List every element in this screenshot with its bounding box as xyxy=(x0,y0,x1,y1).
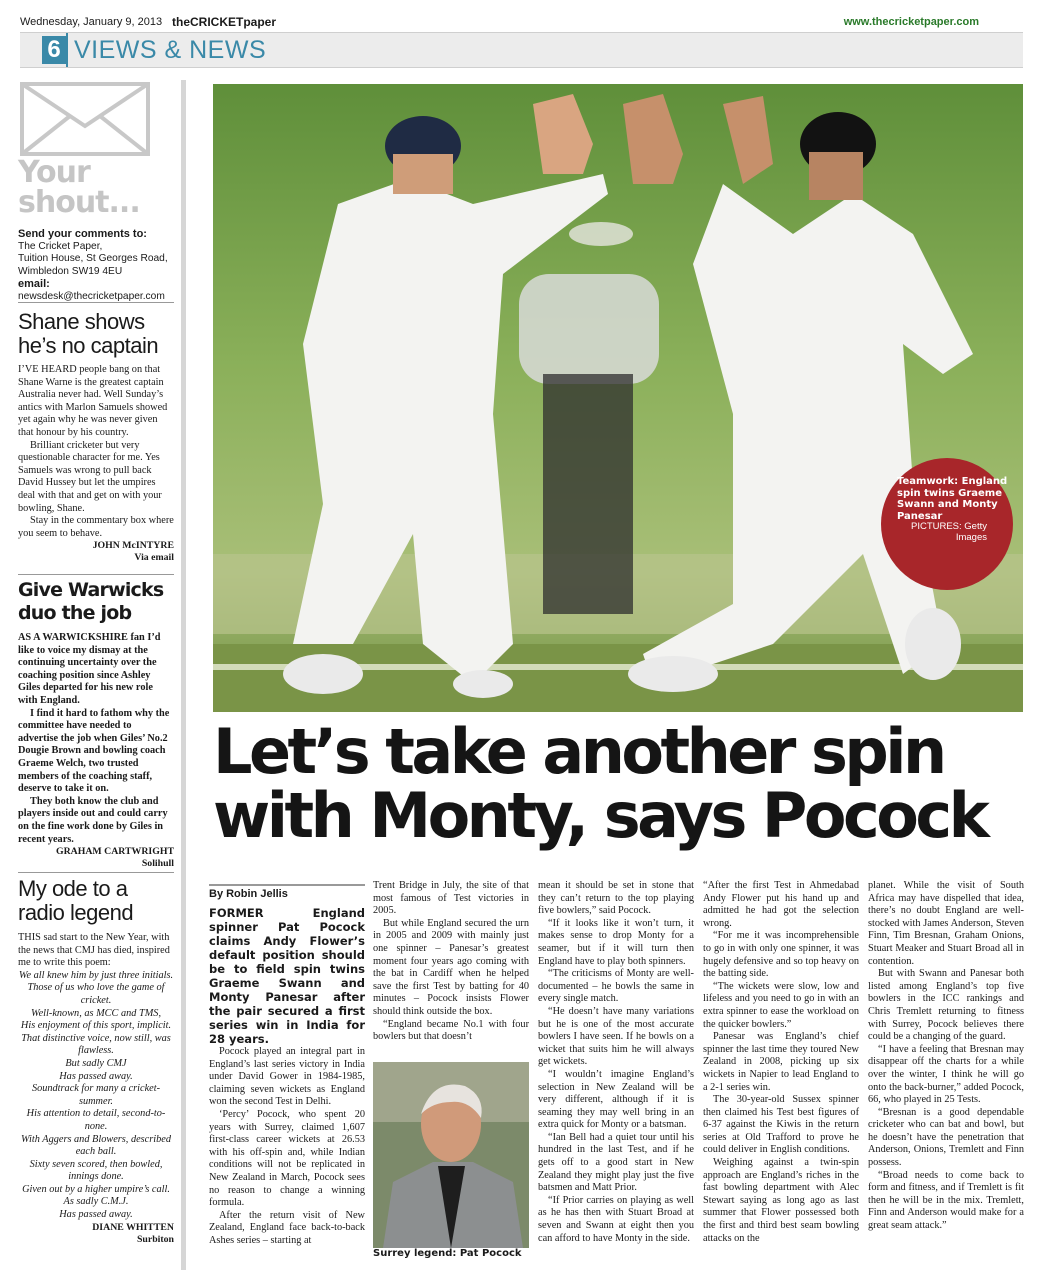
poem-line: Sixty seven scored, then bowled, innings done. xyxy=(29,1158,163,1183)
article-paragraph: But while England secured the urn in 2005 and 2009 with mainly just one spinner – Panesar’s greatest moment four years ago coming with the bat in Cardiff when he helped save the first Test by batting for 40 minutes – Pocock insists Flower should think outside the box. xyxy=(373,917,529,1017)
article-column-5 xyxy=(868,880,1024,1233)
letter-3-body xyxy=(18,932,174,1246)
article-paragraph: Trent Bridge in July, the site of that most famous of Test victories in 2005. xyxy=(373,880,529,917)
article-paragraph: planet. While the visit of South Africa may have dispelled that idea, there’s no doubt England are well-stocked with James Anderson, Steven Finn, Tim Bresnan, Graham Onions, Stuart Meaker and Stuart Broad all in contention. xyxy=(868,880,1024,967)
letter-2-headline xyxy=(18,579,163,625)
poem-line: Well-known, as MCC and TMS, xyxy=(30,1007,162,1019)
letter-headline-line: he’s no captain xyxy=(18,333,159,358)
masthead xyxy=(20,14,1023,32)
letter-3-headline xyxy=(18,877,133,925)
article-column-1 xyxy=(209,906,365,1248)
letter-paragraph: I find it hard to fathom why the committee have needed to advertise the job when Giles’ No.2 Dougie Brown and bowling coach Graeme Welch, two trusted members of the coaching staff, deserve to take it on. xyxy=(18,707,170,795)
main-photo xyxy=(213,84,1023,712)
letter-headline-line: duo the job xyxy=(18,602,132,624)
sidebar-rule xyxy=(181,80,186,1270)
poem-line: His enjoyment of this sport, implicit. xyxy=(20,1020,172,1032)
article-paragraph: “England became No.1 with four bowlers but that doesn’t xyxy=(373,1018,529,1043)
sidebar-divider xyxy=(18,302,174,303)
poem xyxy=(18,970,174,1222)
letter-1-body xyxy=(18,364,174,564)
article-paragraph: “If Prior carries on playing as well as he has then with Stuart Broad at seven and Swann at eight then you can afford to have Monty in the side. xyxy=(538,1194,694,1244)
article-paragraph: mean it should be set in stone that they can’t return to the top playing five bowlers,” said Pocock. xyxy=(538,880,694,917)
article-paragraph: Panesar was England’s chief spinner the last time they toured New Zealand in 2008, picking up six wickets in Napier to lead England to a 2-1 series win. xyxy=(703,1031,859,1093)
letter-headline-line: My ode to a xyxy=(18,876,128,901)
letter-headline-line: radio legend xyxy=(18,900,134,925)
letter-paragraph: THIS sad start to the New Year, with the news that CMJ has died, inspired me to write this poem: xyxy=(18,932,170,969)
article-paragraph: The 30-year-old Sussex spinner then claimed his Test best figures of 6-37 against the Kiwis in the return series at Old Trafford to prove he could deliver in English conditions. xyxy=(703,1094,859,1156)
letter-headline-line: Shane shows xyxy=(18,309,145,334)
send-label: Send your comments to: xyxy=(18,228,147,240)
article-paragraph: “I wouldn’t imagine England’s selection in New Zealand will be very different, although if it is seaming they may well bring in an extra quick for Monty or a batsman. xyxy=(538,1068,694,1131)
sidebar-divider xyxy=(18,872,174,873)
article-paragraph: “The criticisms of Monty are well-documented – he bowls the same in every single match. xyxy=(538,968,694,1005)
pocock-caption: Surrey legend: Pat Pocock xyxy=(373,1248,522,1259)
letter-paragraph: They both know the club and players inside out and could carry on the fine work done by Giles in recent years. xyxy=(18,795,168,845)
email-label: email: xyxy=(18,277,50,290)
article-paragraph: ‘Percy’ Pocock, who spent 20 years with Surrey, claimed 1,607 first-class career wickets at 26.53 with his off-spin and, while Indian conditions will not be replicated in New Zealand in March, Pocock sees no reason to change a winning formula. xyxy=(209,1108,365,1209)
article-paragraph: “He doesn’t have many variations but he is one of the most accurate bowlers I have seen. If he bowls on a wicket that suits him he will always get wickets. xyxy=(538,1005,694,1068)
article-column-3 xyxy=(538,880,694,1245)
letter-signature: GRAHAM CARTWRIGHT xyxy=(55,846,174,858)
contact-details xyxy=(18,228,174,303)
letter-location: Solihull xyxy=(141,858,174,870)
poem-line: That distinctive voice, now still, was flawless. xyxy=(21,1032,171,1057)
photo-caption-badge xyxy=(881,458,1013,590)
paper-name: theCRICKETpaper xyxy=(172,15,277,29)
poem-line: Those of us who love the game of cricket. xyxy=(27,982,165,1006)
article-column-2 xyxy=(373,880,529,1044)
article-paragraph: “Bresnan is a good dependable cricketer who can bat and bowl, but he doesn’t have the penetration that Anderson, Onions, Tremlett and Finn possess. xyxy=(868,1106,1024,1169)
article-paragraph: After the return visit of New Zealand, England face back-to-back Ashes series – starting at xyxy=(209,1209,365,1246)
letter-paragraph: AS A WARWICKSHIRE fan I’d like to voice my dismay at the continuing uncertainty over the coaching position since Ashley Giles departed for his new role with England. xyxy=(18,632,161,706)
poem-line: We all knew him by just three initials. xyxy=(18,969,174,981)
letter-signature: DIANE WHITTEN xyxy=(92,1221,174,1233)
article-column-4 xyxy=(703,880,859,1245)
article-paragraph: “Ian Bell had a quiet tour until his hundred in the last Test, and if he gets off to a good start in New Zealand they might play just the five batsmen and Matt Prior. xyxy=(538,1131,694,1194)
poem-line: With Aggers and Blowers, described each ball. xyxy=(21,1133,171,1158)
article-headline xyxy=(213,715,1028,852)
letter-paragraph: Brilliant cricketer but very questionable character for me. Yes Samuels was wrong to pull back David Hussey but let the umpires deal with that and get on with your bowling, Shane. xyxy=(18,439,162,514)
issue-date: Wednesday, January 9, 2013 xyxy=(20,16,163,28)
poem-line: His attention to detail, second-to-none. xyxy=(26,1108,166,1132)
section-title: VIEWS & NEWS xyxy=(74,36,267,64)
letter-location: Surbiton xyxy=(136,1233,174,1245)
letter-signature: JOHN McINTYRE xyxy=(92,540,174,552)
photo-credit: PICTURES: Getty Images xyxy=(910,521,987,543)
address-line: Wimbledon SW19 4EU xyxy=(18,265,123,277)
poem-line: As sadly C.M.J. xyxy=(63,1196,129,1208)
section-bar xyxy=(20,32,1023,68)
headline-line-1: Let’s take another spin xyxy=(213,715,944,788)
article-paragraph: “I have a feeling that Bresnan may disappear off the charts for a while over the winter, I think he will go onto the back-burner,” added Pocock, 66, who played in 25 Tests. xyxy=(868,1043,1024,1106)
article-paragraph: But with Swann and Panesar both listed among England’s top five bowlers in the ICC rankings and Chris Tremlett returning to fitness with Surrey, Pocock believes there could be a changing of the guard. xyxy=(868,968,1024,1043)
paper-url[interactable]: www.thecricketpaper.com xyxy=(843,16,979,28)
article-paragraph: “For me it was incomprehensible to go in with only one spinner, it was hugely defensive and so top heavy on the batting side. xyxy=(703,930,859,980)
your-shout-title xyxy=(18,155,140,220)
email-link[interactable]: newsdesk@thecricketpaper.com xyxy=(18,291,165,303)
your-shout-line-1: Your xyxy=(18,155,90,190)
section-divider xyxy=(66,33,68,67)
envelope-icon xyxy=(20,82,150,156)
byline: By Robin Jellis xyxy=(209,884,365,900)
letter-headline-line: Give Warwicks xyxy=(18,579,164,601)
poem-line: Soundtrack for many a cricket-summer. xyxy=(31,1083,161,1107)
article-paragraph: Pocock played an integral part in England’s last series victory in India under David Gower in 1984-1985, claiming seven wickets as England won the second Test in Delhi. xyxy=(209,1046,365,1108)
letter-2-body xyxy=(18,632,174,870)
poem-line: Has passed away. xyxy=(59,1070,133,1082)
poem-line: Has passed away. xyxy=(59,1209,133,1221)
address-line: The Cricket Paper, xyxy=(18,241,103,253)
article-paragraph: “After the first Test in Ahmedabad Andy Flower put his hand up and admitted he had got the selection wrong. xyxy=(703,880,859,929)
headline-line-2: with Monty, says Pocock xyxy=(213,779,987,852)
pocock-photo xyxy=(373,1062,529,1248)
your-shout-line-2: shout... xyxy=(18,185,140,220)
letters-sidebar xyxy=(18,80,174,1270)
photo-caption: Teamwork: England spin twins Graeme Swann and Monty Panesar xyxy=(897,476,1008,522)
sidebar-divider xyxy=(18,574,174,575)
page-number: 6 xyxy=(42,36,66,64)
article-paragraph: “If it looks like it won’t turn, it makes sense to drop Monty for a seamer, but if it will turn then England have to play both spinners. xyxy=(538,917,694,967)
article-paragraph: “Broad needs to come back to form and fitness, and if Tremlett is fit then he will be in the mix. Tremlett, Finn and Anderson would make for a great seam attack.” xyxy=(868,1169,1024,1232)
poem-line: Given out by a higher umpire’s call. xyxy=(22,1183,170,1195)
letter-paragraph: Stay in the commentary box where you seem to behave. xyxy=(18,515,174,539)
letter-location: Via email xyxy=(134,552,174,564)
article-paragraph: Weighing against a twin-spin approach are England’s riches in the fast bowling department with Alec Stewart saying as long ago as last summer that Flower possessed both the first and third best seam bowling attacks on the xyxy=(703,1157,859,1244)
poem-line: But sadly CMJ xyxy=(65,1057,127,1069)
address-line: Tuition House, St Georges Road, xyxy=(18,253,168,265)
standfirst: FORMER England spinner Pat Pocock claims Andy Flower’s default position should be to field spin twins Graeme Swann and Monty Panesar after the pair secured a first series win in India for 28 years. xyxy=(209,906,365,1046)
article-paragraph: “The wickets were slow, low and lifeless and you need to go in with an extra spinner to ease the workload on the quicker bowlers.” xyxy=(703,980,859,1030)
letter-1-headline xyxy=(18,310,158,358)
letter-paragraph: I’VE HEARD people bang on that Shane Warne is the greatest captain Australia never had. Well Sunday’s antics with Marlon Samuels showed yet again why he was never given that honour by his country. xyxy=(18,364,168,438)
